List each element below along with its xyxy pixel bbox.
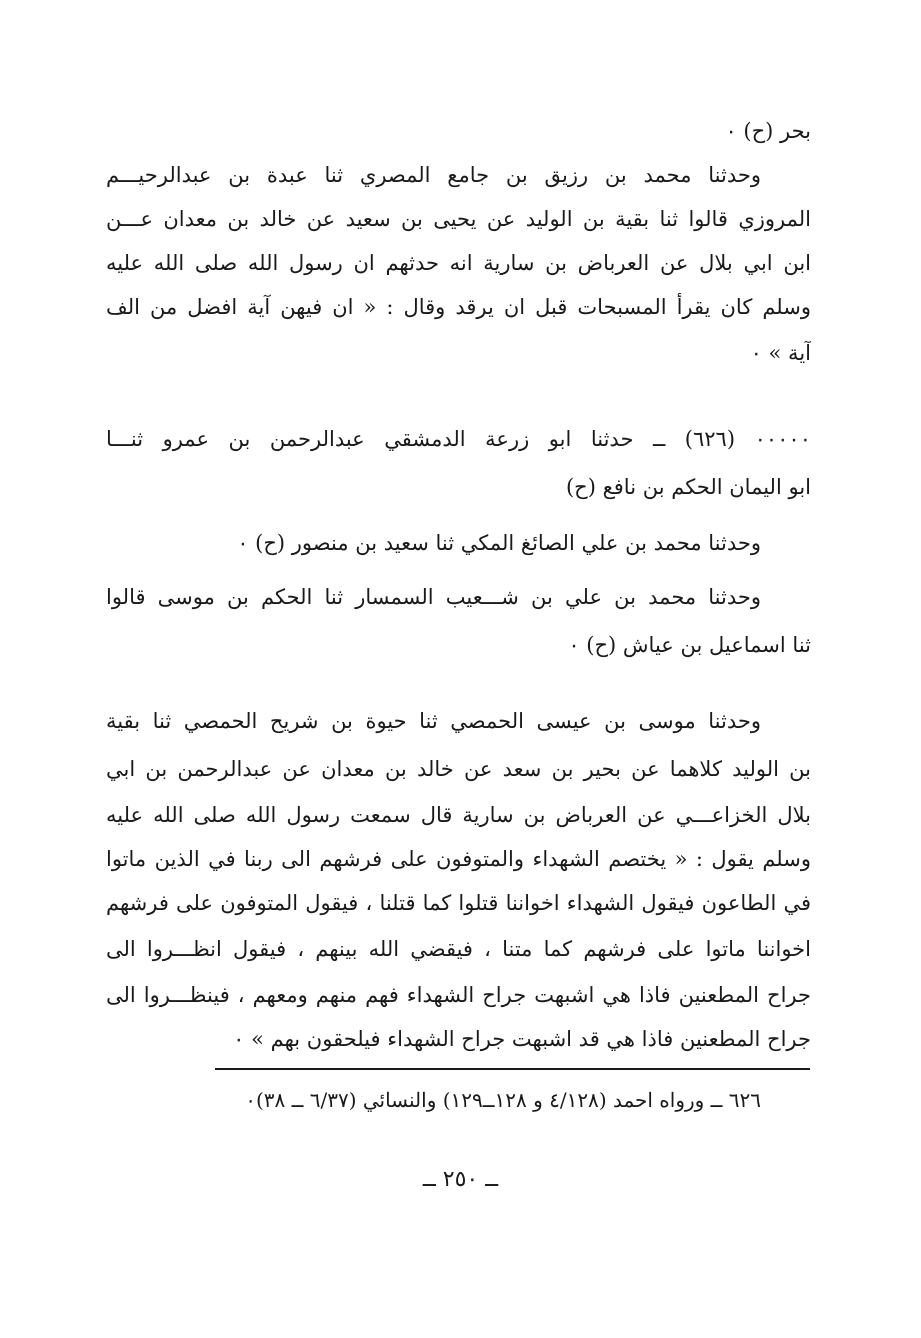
text-line: بن الوليد كلاهما عن بحير بن سعد عن خالد بن معدان عن عبدالرحمن بن ابي (106, 757, 811, 781)
text-line: ابو اليمان الحكم بن نافع (ح) (565, 475, 811, 499)
text-line: جراح المطعنين فاذا هي اشبهت جراح الشهداء فهم منهم ومعهم ، فينظـــروا الى (106, 983, 811, 1007)
footnote-divider (215, 1068, 810, 1070)
text-line: وحدثنا موسى بن عيسى الحمصي ثنا حيوة بن شريح الحمصي ثنا بقية (106, 709, 761, 733)
text-line: بحر (ح) ٠ (725, 119, 811, 143)
text-line: بلال الخزاعـــي عن العرباض بن سارية قال سمعت رسول الله صلى الله عليه (106, 803, 811, 827)
text-line: وحدثنا محمد بن رزيق بن جامع المصري ثنا عبدة بن عبدالرحيـــم (106, 163, 761, 187)
text-line: وسلم كان يقرأ المسبحات قبل ان يرقد وقال : « ان فيهن آية افضل من الف (106, 295, 811, 319)
text-line: اخواننا ماتوا على فرشهم كما متنا ، فيقضي الله بينهم ، فيقول انظـــروا الى (106, 937, 811, 961)
text-line: وحدثنا محمد بن علي بن شـــعيب السمسار ثنا الحكم بن موسى قالوا (106, 585, 761, 609)
text-line: آية » ٠ (750, 341, 811, 365)
text-line: وحدثنا محمد بن علي الصائغ المكي ثنا سعيد بن منصور (ح) ٠ (237, 531, 761, 555)
text-line: جراح المطعنين فاذا هي قد اشبهت جراح الشهداء فيلحقون بهم » ٠ (233, 1027, 811, 1051)
text-line: في الطاعون فيقول الشهداء اخواننا قتلوا كما قتلنا ، فيقول المتوفون على فرشهم (106, 891, 811, 915)
text-line: ثنا اسماعيل بن عياش (ح) ٠ (568, 633, 811, 657)
text-line: وسلم يقول : « يختصم الشهداء والمتوفون على فرشهم الى ربنا في الذين ماتوا (106, 847, 811, 871)
hadith-heading-line: ٠٠٠٠٠ (٦٢٦) ــ حدثنا ابو زرعة الدمشقي عبدالرحمن بن عمرو ثنـــا (106, 427, 811, 451)
page-number: ــ ٢٥٠ ــ (422, 1167, 499, 1192)
text-line: المروزي قالوا ثنا بقية بن الوليد عن يحيى بن سعيد عن خالد بن معدان عـــن (106, 207, 811, 231)
text-line: ابن ابي بلال عن العرباض بن سارية انه حدثهم ان رسول الله صلى الله عليه (106, 251, 811, 275)
footnote: ٦٢٦ ــ ورواه احمد (٤/١٢٨ و ١٢٨ــ١٢٩) والنسائي (٦/٣٧ ــ ٣٨)٠ (245, 1088, 761, 1112)
